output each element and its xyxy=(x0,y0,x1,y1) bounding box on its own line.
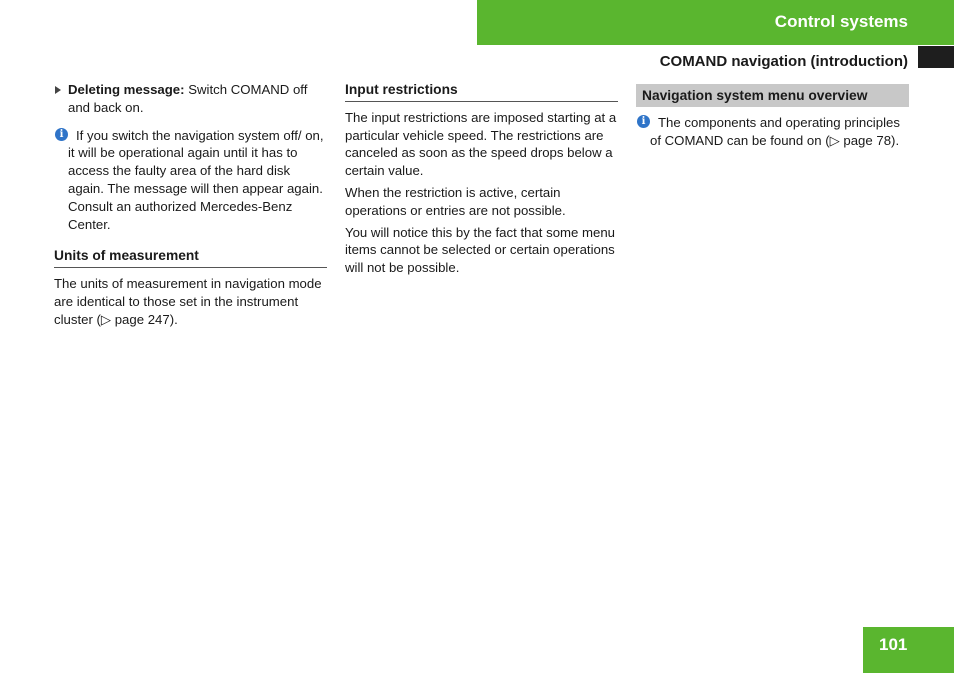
column-right xyxy=(636,81,909,163)
heading-navigation-menu-overview: Navigation system menu overview xyxy=(636,84,909,107)
info-text-first: If you switch the navigation system off/ xyxy=(76,127,302,143)
units-text: The units of measurement in navigation mode are identical to those set in the instrument cluster (▷ page 247). xyxy=(54,276,322,327)
page-number-box xyxy=(863,627,954,673)
header-title: Control systems xyxy=(774,12,908,31)
column-left xyxy=(54,81,327,333)
info-note-navigation-off xyxy=(54,127,327,234)
bullet-deleting-message xyxy=(54,81,327,117)
info-text-rest: of COMAND can be found on (▷ page 78). xyxy=(650,132,900,148)
column-middle xyxy=(345,81,618,281)
info-note-components xyxy=(636,114,909,150)
heading-input-restrictions: Input restrictions xyxy=(345,81,618,102)
page-number: 101 xyxy=(879,635,908,654)
info-icon: i xyxy=(55,128,68,141)
input-restrictions-para-1: The input restrictions are imposed starting at a particular vehicle speed. The restrictions are canceled as soon as the speed drops below a certain value. xyxy=(345,109,617,179)
thumb-tab xyxy=(918,46,954,68)
bullet-label: Deleting message: xyxy=(68,82,185,97)
input-restrictions-para-3: You will notice this by the fact that some menu items cannot be selected or certain operations will not be possible. xyxy=(345,224,616,276)
header-bar xyxy=(477,0,954,45)
section-title: COMAND navigation (introduction) xyxy=(659,53,908,70)
triangle-right-icon xyxy=(55,86,61,94)
info-icon: i xyxy=(637,115,650,128)
info-text-first: The components and operating principles xyxy=(658,114,900,130)
bullet-text: Switch COMAND off and back on. xyxy=(68,82,308,115)
input-restrictions-para-2: When the restriction is active, certain operations or entries are not possible. xyxy=(345,184,566,218)
info-text-rest: on, it will be operational again until it has to access the faulty area of the hard disk again. The message will then appear again. Consult an authorized Mercedes-Benz Center. xyxy=(68,127,324,232)
heading-units-of-measurement: Units of measurement xyxy=(54,247,327,268)
